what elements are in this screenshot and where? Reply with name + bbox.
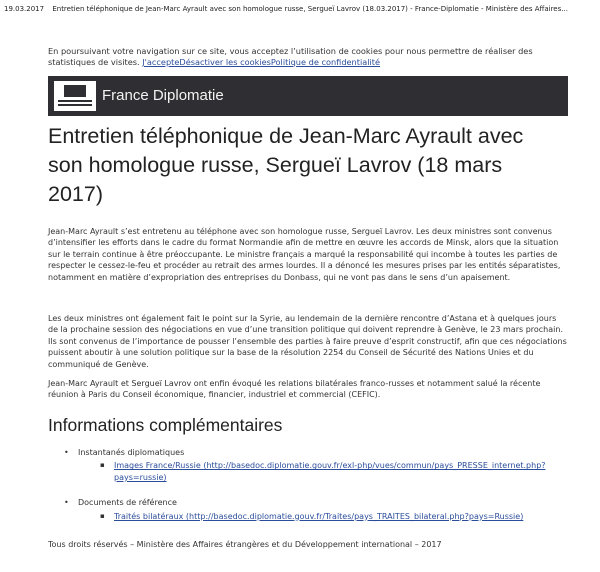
- cookie-text: En poursuivant votre navigation sur ce site, vous acceptez l’utilisation de cookies pour nous permettre de réaliser des statistiques de visites.: [48, 46, 533, 67]
- list-subitem: [78, 460, 570, 483]
- traites-bilateraux-link[interactable]: Traités bilatéraux (http://basedoc.diplomatie.gouv.fr/Traites/pays_TRAITES_bilateral.php?pays=Russie): [114, 511, 524, 521]
- article-paragraph: Les deux ministres ont également fait le point sur la Syrie, au lendemain de la dernière rencontre d’Astana et à quelques jours de la prochaine session des négociations en vue d’une transition politique qui doivent reprendre à Genève, le 23 mars prochain. Ils sont convenus de l’importance de pousser l’ensemble des parties à faire preuve d’esprit constructif, afin que ces négociations puissent aboutir à une solution politique sur la base de la résolution 2254 du Conseil de Sécurité des Nations Unies et du communiqué de Genève.: [48, 314, 567, 369]
- list-subitem: [78, 511, 570, 522]
- footer-copyright: Tous droits réservés – Ministère des Affaires étrangères et du Développement international – 2017: [48, 540, 442, 549]
- site-banner: [48, 76, 568, 116]
- cookie-notice: [48, 46, 568, 68]
- list-item: [60, 497, 570, 522]
- republique-francaise-logo-icon[interactable]: [54, 81, 96, 111]
- images-france-russie-link[interactable]: Images France/Russie (http://basedoc.diplomatie.gouv.fr/exl-php/vues/commun/pays_PRESSE_internet.php?pays=russie): [114, 461, 546, 482]
- article-paragraph: Jean-Marc Ayrault s’est entretenu au téléphone avec son homologue russe, Sergueï Lavrov. Les deux ministres sont convenus d’intensifier les efforts dans le cadre du format Normandie afin de mettre en œuvre les accords de Minsk, alors que la situation sur le terrain continue à être préoccupante. Le ministre français a marqué la responsabilité qui incombe à toutes les parties de respecter le cessez-le-feu et procéder au retrait des armes lourdes. Il a dénoncé les mesures prises par les entités séparatistes, notamment en matière d’expropriation des entreprises du Donbass, qui ne vont pas dans le sens d’un apaisement.: [48, 227, 561, 282]
- more-info-list: [60, 447, 570, 536]
- print-header: [4, 5, 598, 13]
- article-paragraph: Jean-Marc Ayrault et Sergueï Lavrov ont enfin évoqué les relations bilatérales franco-russes et notamment salué la récente réunion à Paris du Conseil économique, financier, industriel et commercial (CEFIC).: [48, 379, 541, 400]
- list-item-label: Documents de référence: [78, 498, 177, 508]
- print-page-title: Entretien téléphonique de Jean-Marc Ayrault avec son homologue russe, Sergueï Lavrov (18.03.2017) - France-Diplomatie - Ministère des Affaires...: [52, 5, 568, 13]
- page-title: Entretien téléphonique de Jean-Marc Ayrault avec son homologue russe, Sergueï Lavrov (18 mars 2017): [48, 124, 524, 206]
- more-info-heading: Informations complémentaires: [48, 415, 283, 435]
- cookie-disable-link[interactable]: Désactiver les cookies: [179, 57, 271, 67]
- cookie-accept-link[interactable]: J'accepte: [142, 57, 180, 67]
- list-item-label: Instantanés diplomatiques: [78, 448, 185, 457]
- list-item: [60, 447, 570, 483]
- site-title[interactable]: France Diplomatie: [102, 87, 224, 104]
- print-date: 19.03.2017: [4, 5, 45, 13]
- cookie-policy-link[interactable]: Politique de confidentialité: [270, 57, 381, 67]
